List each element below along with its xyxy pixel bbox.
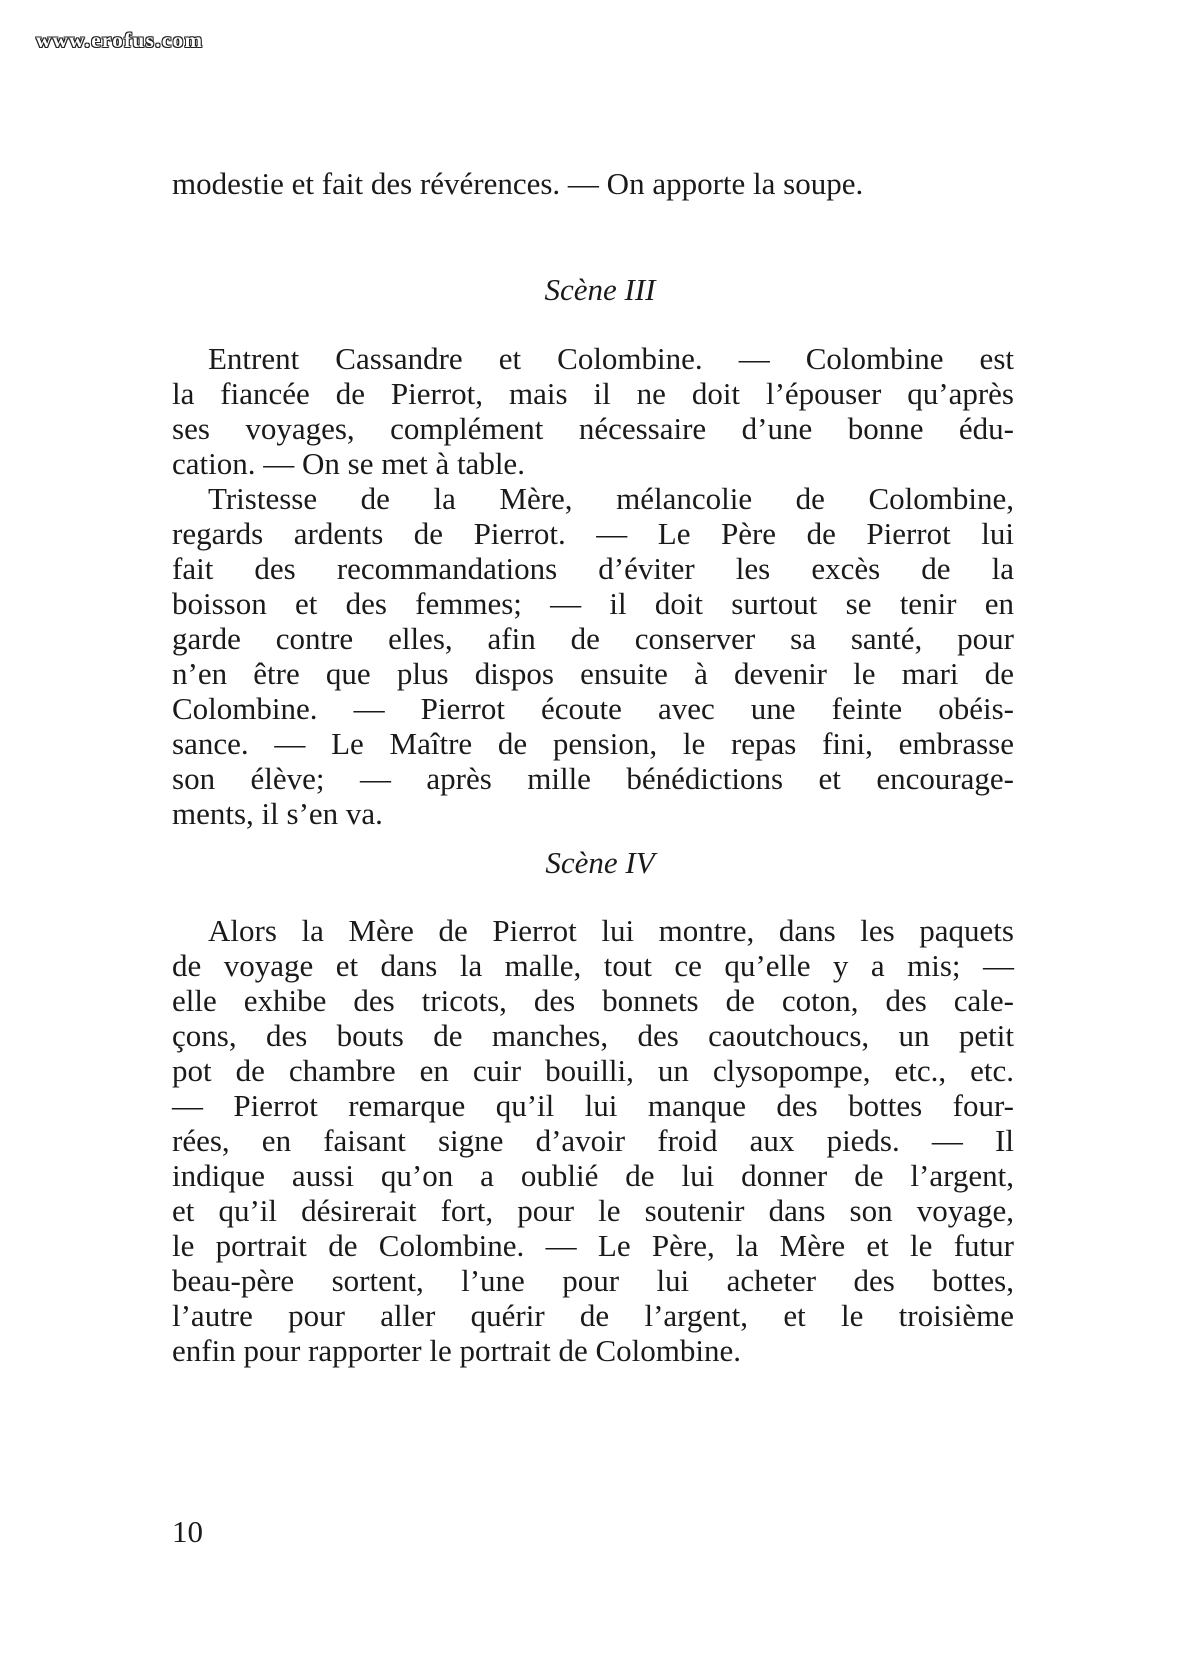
site-watermark: www.erofus.com [36,28,204,52]
text-line: indique aussi qu’on a oublié de lui donner de l’argent, [172,1158,1014,1193]
scene-heading: Scène III [544,272,656,307]
text-line: le portrait de Colombine. — Le Père, la Mère et le futur [172,1228,1014,1263]
text-line: ses voyages, complément nécessaire d’une bonne édu- [172,411,1014,446]
scene3-paragraph-1 [172,341,1014,481]
intro-paragraph [172,166,1014,201]
text-line: garde contre elles, afin de conserver sa santé, pour [172,621,1014,656]
text-line: regards ardents de Pierrot. — Le Père de Pierrot lui [172,516,1014,551]
text-line: enfin pour rapporter le portrait de Colombine. [172,1333,742,1368]
text-line: n’en être que plus dispos ensuite à devenir le mari de [172,656,1014,691]
text-line: cation. — On se met à table. [172,446,525,481]
text-line: Tristesse de la Mère, mélancolie de Colombine, [208,481,1014,516]
text-line: elle exhibe des tricots, des bonnets de coton, des cale- [172,983,1014,1018]
text-line: son élève; — après mille bénédictions et encourage- [172,761,1014,796]
text-line: modestie et fait des révérences. — On apporte la soupe. [172,166,864,201]
text-line: boisson et des femmes; — il doit surtout se tenir en [172,586,1014,621]
scene4-paragraph-1 [172,913,1014,1368]
text-line: sance. — Le Maître de pension, le repas fini, embrasse [172,726,1014,761]
scene3-paragraph-2 [172,481,1014,831]
scene-heading: Scène IV [545,845,655,880]
text-line: Colombine. — Pierrot écoute avec une feinte obéis- [172,691,1014,726]
text-line: et qu’il désirerait fort, pour le soutenir dans son voyage, [172,1193,1014,1228]
text-line: Alors la Mère de Pierrot lui montre, dans les paquets [208,913,1014,948]
text-line: çons, des bouts de manches, des caoutchoucs, un petit [172,1018,1014,1053]
text-line: rées, en faisant signe d’avoir froid aux pieds. — Il [172,1123,1014,1158]
text-line: l’autre pour aller quérir de l’argent, et le troisième [172,1298,1014,1333]
text-line: — Pierrot remarque qu’il lui manque des bottes four- [172,1088,1014,1123]
page-number: 10 [172,1514,203,1549]
text-line: fait des recommandations d’éviter les excès de la [172,551,1014,586]
text-line: la fiancée de Pierrot, mais il ne doit l’épouser qu’après [172,376,1014,411]
text-line: pot de chambre en cuir bouilli, un clysopompe, etc., etc. [172,1053,1014,1088]
text-line: ments, il s’en va. [172,796,383,831]
text-line: Entrent Cassandre et Colombine. — Colombine est [208,341,1014,376]
text-line: de voyage et dans la malle, tout ce qu’elle y a mis; — [172,948,1014,983]
text-line: beau-père sortent, l’une pour lui acheter des bottes, [172,1263,1014,1298]
